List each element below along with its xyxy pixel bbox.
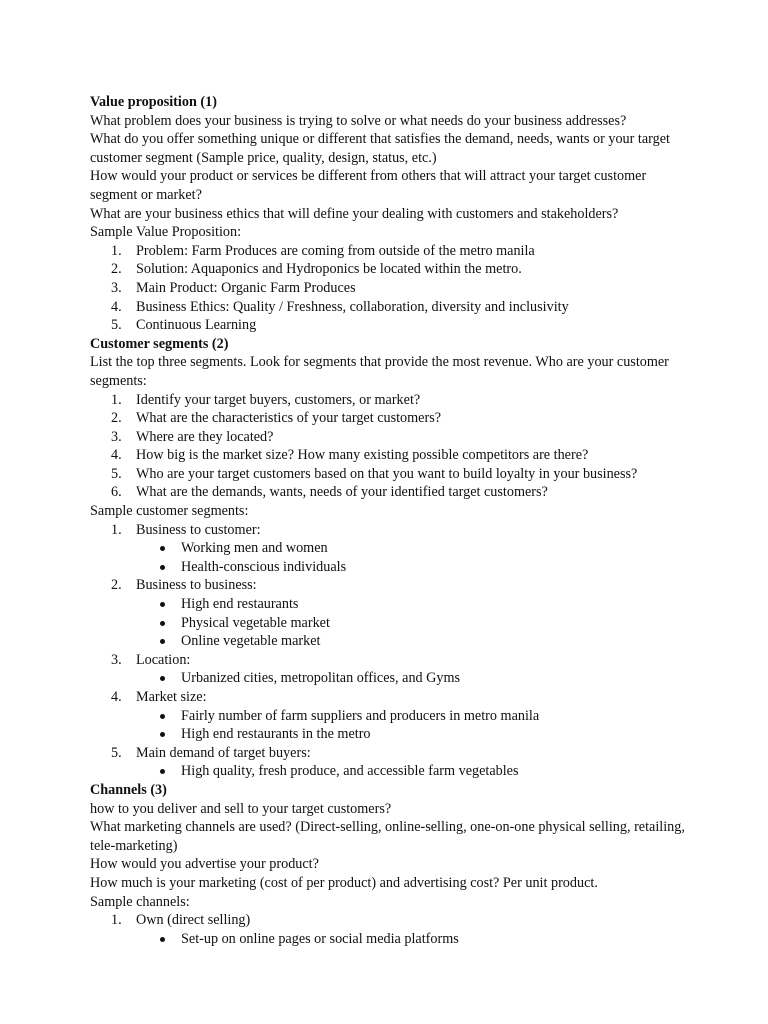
document-content	[90, 93, 690, 948]
bullet-item: High end restaurants	[90, 595, 690, 614]
sample-customer-segments-list	[90, 521, 690, 540]
list-item	[90, 279, 690, 298]
list-item-text: Business to business:	[136, 577, 257, 594]
bullet-list	[90, 595, 690, 651]
value-proposition-paragraph: What problem does your business is trying to solve or what needs do your business addresses?	[90, 112, 627, 129]
channels-paragraph: What marketing channels are used? (Direct-selling, online-selling, one-on-one physical selling, retailing, tele-marketing)	[90, 819, 685, 854]
bullet-item: Online vegetable market	[90, 632, 690, 651]
list-number: 5.	[111, 465, 122, 482]
list-item-text: Business Ethics: Quality / Freshness, collaboration, diversity and inclusivity	[136, 298, 569, 315]
list-item-text: Main Product: Organic Farm Produces	[136, 279, 356, 296]
list-item	[90, 298, 690, 317]
bullet-item: Fairly number of farm suppliers and producers in metro manila	[90, 707, 690, 726]
list-item	[90, 409, 690, 428]
value-proposition-section	[90, 93, 690, 335]
list-item-text: Main demand of target buyers:	[136, 744, 311, 761]
value-proposition-paragraph: What are your business ethics that will define your dealing with customers and stakeholders?	[90, 205, 619, 222]
bullet-item: Working men and women	[90, 539, 690, 558]
sample-customer-segments-list	[90, 744, 690, 763]
bullet-item: Physical vegetable market	[90, 614, 690, 633]
list-item-text: What are the demands, wants, needs of your identified target customers?	[136, 484, 548, 501]
list-item-text: Identify your target buyers, customers, or market?	[136, 391, 421, 408]
sample-channels-label: Sample channels:	[90, 893, 190, 910]
bullet-item: Urbanized cities, metropolitan offices, and Gyms	[90, 669, 690, 688]
bullet-list	[90, 669, 690, 688]
list-number: 1.	[111, 521, 122, 538]
channels-paragraph: How much is your marketing (cost of per product) and advertising cost? Per unit product.	[90, 874, 598, 891]
list-item-text: Who are your target customers based on that you want to build loyalty in your business?	[136, 465, 638, 482]
list-number: 3.	[111, 279, 122, 296]
list-item-text: Business to customer:	[136, 521, 261, 538]
bullet-item: High quality, fresh produce, and accessible farm vegetables	[90, 762, 690, 781]
list-item	[90, 521, 690, 540]
list-item-text: What are the characteristics of your target customers?	[136, 410, 442, 427]
list-item-text: Location:	[136, 651, 191, 668]
list-item	[90, 688, 690, 707]
list-number: 2.	[111, 261, 122, 278]
list-number: 5.	[111, 317, 122, 334]
list-item	[90, 260, 690, 279]
sample-value-proposition-label: Sample Value Proposition:	[90, 224, 242, 241]
customer-segments-questions	[90, 391, 690, 503]
list-item-text: Where are they located?	[136, 428, 274, 445]
value-proposition-heading: Value proposition (1)	[90, 94, 217, 110]
list-item	[90, 911, 690, 930]
list-number: 5.	[111, 744, 122, 761]
list-item-text: Continuous Learning	[136, 317, 257, 334]
list-item-text: Market size:	[136, 689, 207, 705]
channels-heading: Channels (3)	[90, 781, 167, 798]
list-number: 3.	[111, 428, 122, 445]
list-number: 4.	[111, 447, 122, 464]
list-item	[90, 391, 690, 410]
list-item	[90, 651, 690, 670]
list-item-text: Own (direct selling)	[136, 912, 251, 929]
list-item	[90, 446, 690, 465]
list-number: 6.	[111, 484, 122, 501]
channels-paragraph: How would you advertise your product?	[90, 856, 319, 873]
list-item-text: Solution: Aquaponics and Hydroponics be located within the metro.	[136, 261, 522, 278]
list-item	[90, 316, 690, 335]
channels-paragraph: how to you deliver and sell to your target customers?	[90, 800, 392, 817]
list-number: 2.	[111, 410, 122, 427]
customer-segments-section	[90, 335, 690, 781]
sample-customer-segments-list	[90, 651, 690, 670]
bullet-item: Health-conscious individuals	[90, 558, 690, 577]
list-item	[90, 465, 690, 484]
value-proposition-paragraph: How would your product or services be different from others that will attract your target customer segment or market?	[90, 168, 647, 203]
list-number: 1.	[111, 912, 122, 929]
sample-customer-segments-list	[90, 576, 690, 595]
list-number: 1.	[111, 391, 122, 408]
bullet-list	[90, 762, 690, 781]
customer-segments-intro: List the top three segments. Look for segments that provide the most revenue. Who are your customer segments:	[90, 354, 669, 389]
list-item-text: Problem: Farm Produces are coming from outside of the metro manila	[136, 242, 535, 259]
list-item-text: How big is the market size? How many existing possible competitors are there?	[136, 447, 589, 464]
list-item	[90, 242, 690, 261]
list-number: 4.	[111, 298, 122, 315]
list-item	[90, 483, 690, 502]
sample-customer-segments-label: Sample customer segments:	[90, 503, 249, 520]
list-item	[90, 576, 690, 595]
bullet-item: Set-up on online pages or social media platforms	[90, 930, 690, 949]
bullet-list	[90, 930, 690, 949]
list-number: 3.	[111, 651, 122, 668]
customer-segments-heading: Customer segments (2)	[90, 335, 229, 352]
list-item	[90, 428, 690, 447]
bullet-item: High end restaurants in the metro	[90, 725, 690, 744]
channels-section	[90, 781, 690, 948]
bullet-list	[90, 707, 690, 744]
list-item	[90, 744, 690, 763]
sample-customer-segments-list	[90, 688, 690, 707]
list-number: 4.	[111, 689, 122, 705]
bullet-list	[90, 539, 690, 576]
list-number: 2.	[111, 577, 122, 594]
value-proposition-list	[90, 242, 690, 335]
value-proposition-paragraph: What do you offer something unique or different that satisfies the demand, needs, wants or your target customer segment (Sample price, quality, design, status, etc.)	[90, 131, 670, 166]
list-number: 1.	[111, 242, 122, 259]
sample-channels-list	[90, 911, 690, 930]
